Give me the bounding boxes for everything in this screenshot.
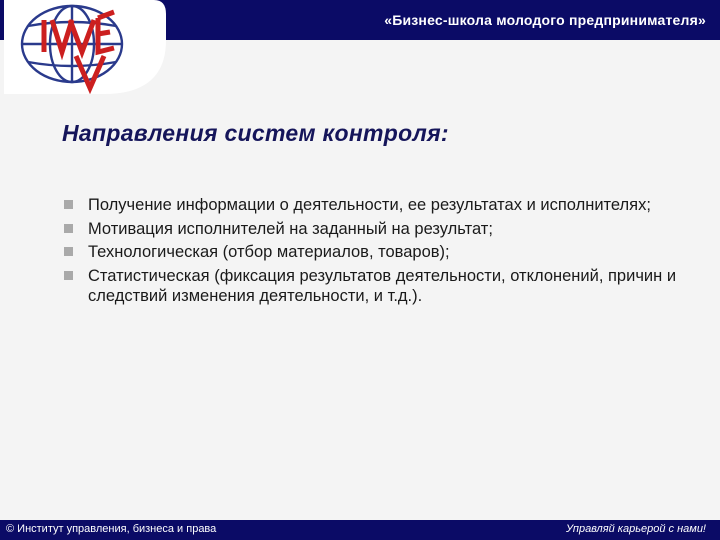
square-bullet-icon <box>64 247 73 256</box>
list-item-text: Получение информации о деятельности, ее результатах и исполнителях; <box>88 196 651 214</box>
footer-copyright: © Институт управления, бизнеса и права <box>6 523 217 535</box>
list-item <box>64 242 684 263</box>
bullet-list <box>64 195 684 310</box>
list-item <box>64 195 684 216</box>
list-item-text: Статистическая (фиксация результатов деятельности, отклонений, причин и следствий изменения деятельности, и т.д.). <box>88 266 677 305</box>
list-item <box>64 266 684 307</box>
list-item <box>64 219 684 240</box>
slide-title: Направления систем контроля: <box>62 120 449 146</box>
list-item-text: Мотивация исполнителей на заданный на результат; <box>88 219 493 238</box>
footer-slogan: Управляй карьерой с нами! <box>565 523 706 535</box>
square-bullet-icon <box>64 200 73 209</box>
square-bullet-icon <box>64 271 73 280</box>
footer-bar <box>0 520 720 540</box>
list-item-text: Технологическая (отбор материалов, товаров); <box>88 243 450 261</box>
header-title: «Бизнес-школа молодого предпринимателя» <box>384 12 706 28</box>
institute-logo <box>4 0 166 94</box>
square-bullet-icon <box>64 224 73 233</box>
